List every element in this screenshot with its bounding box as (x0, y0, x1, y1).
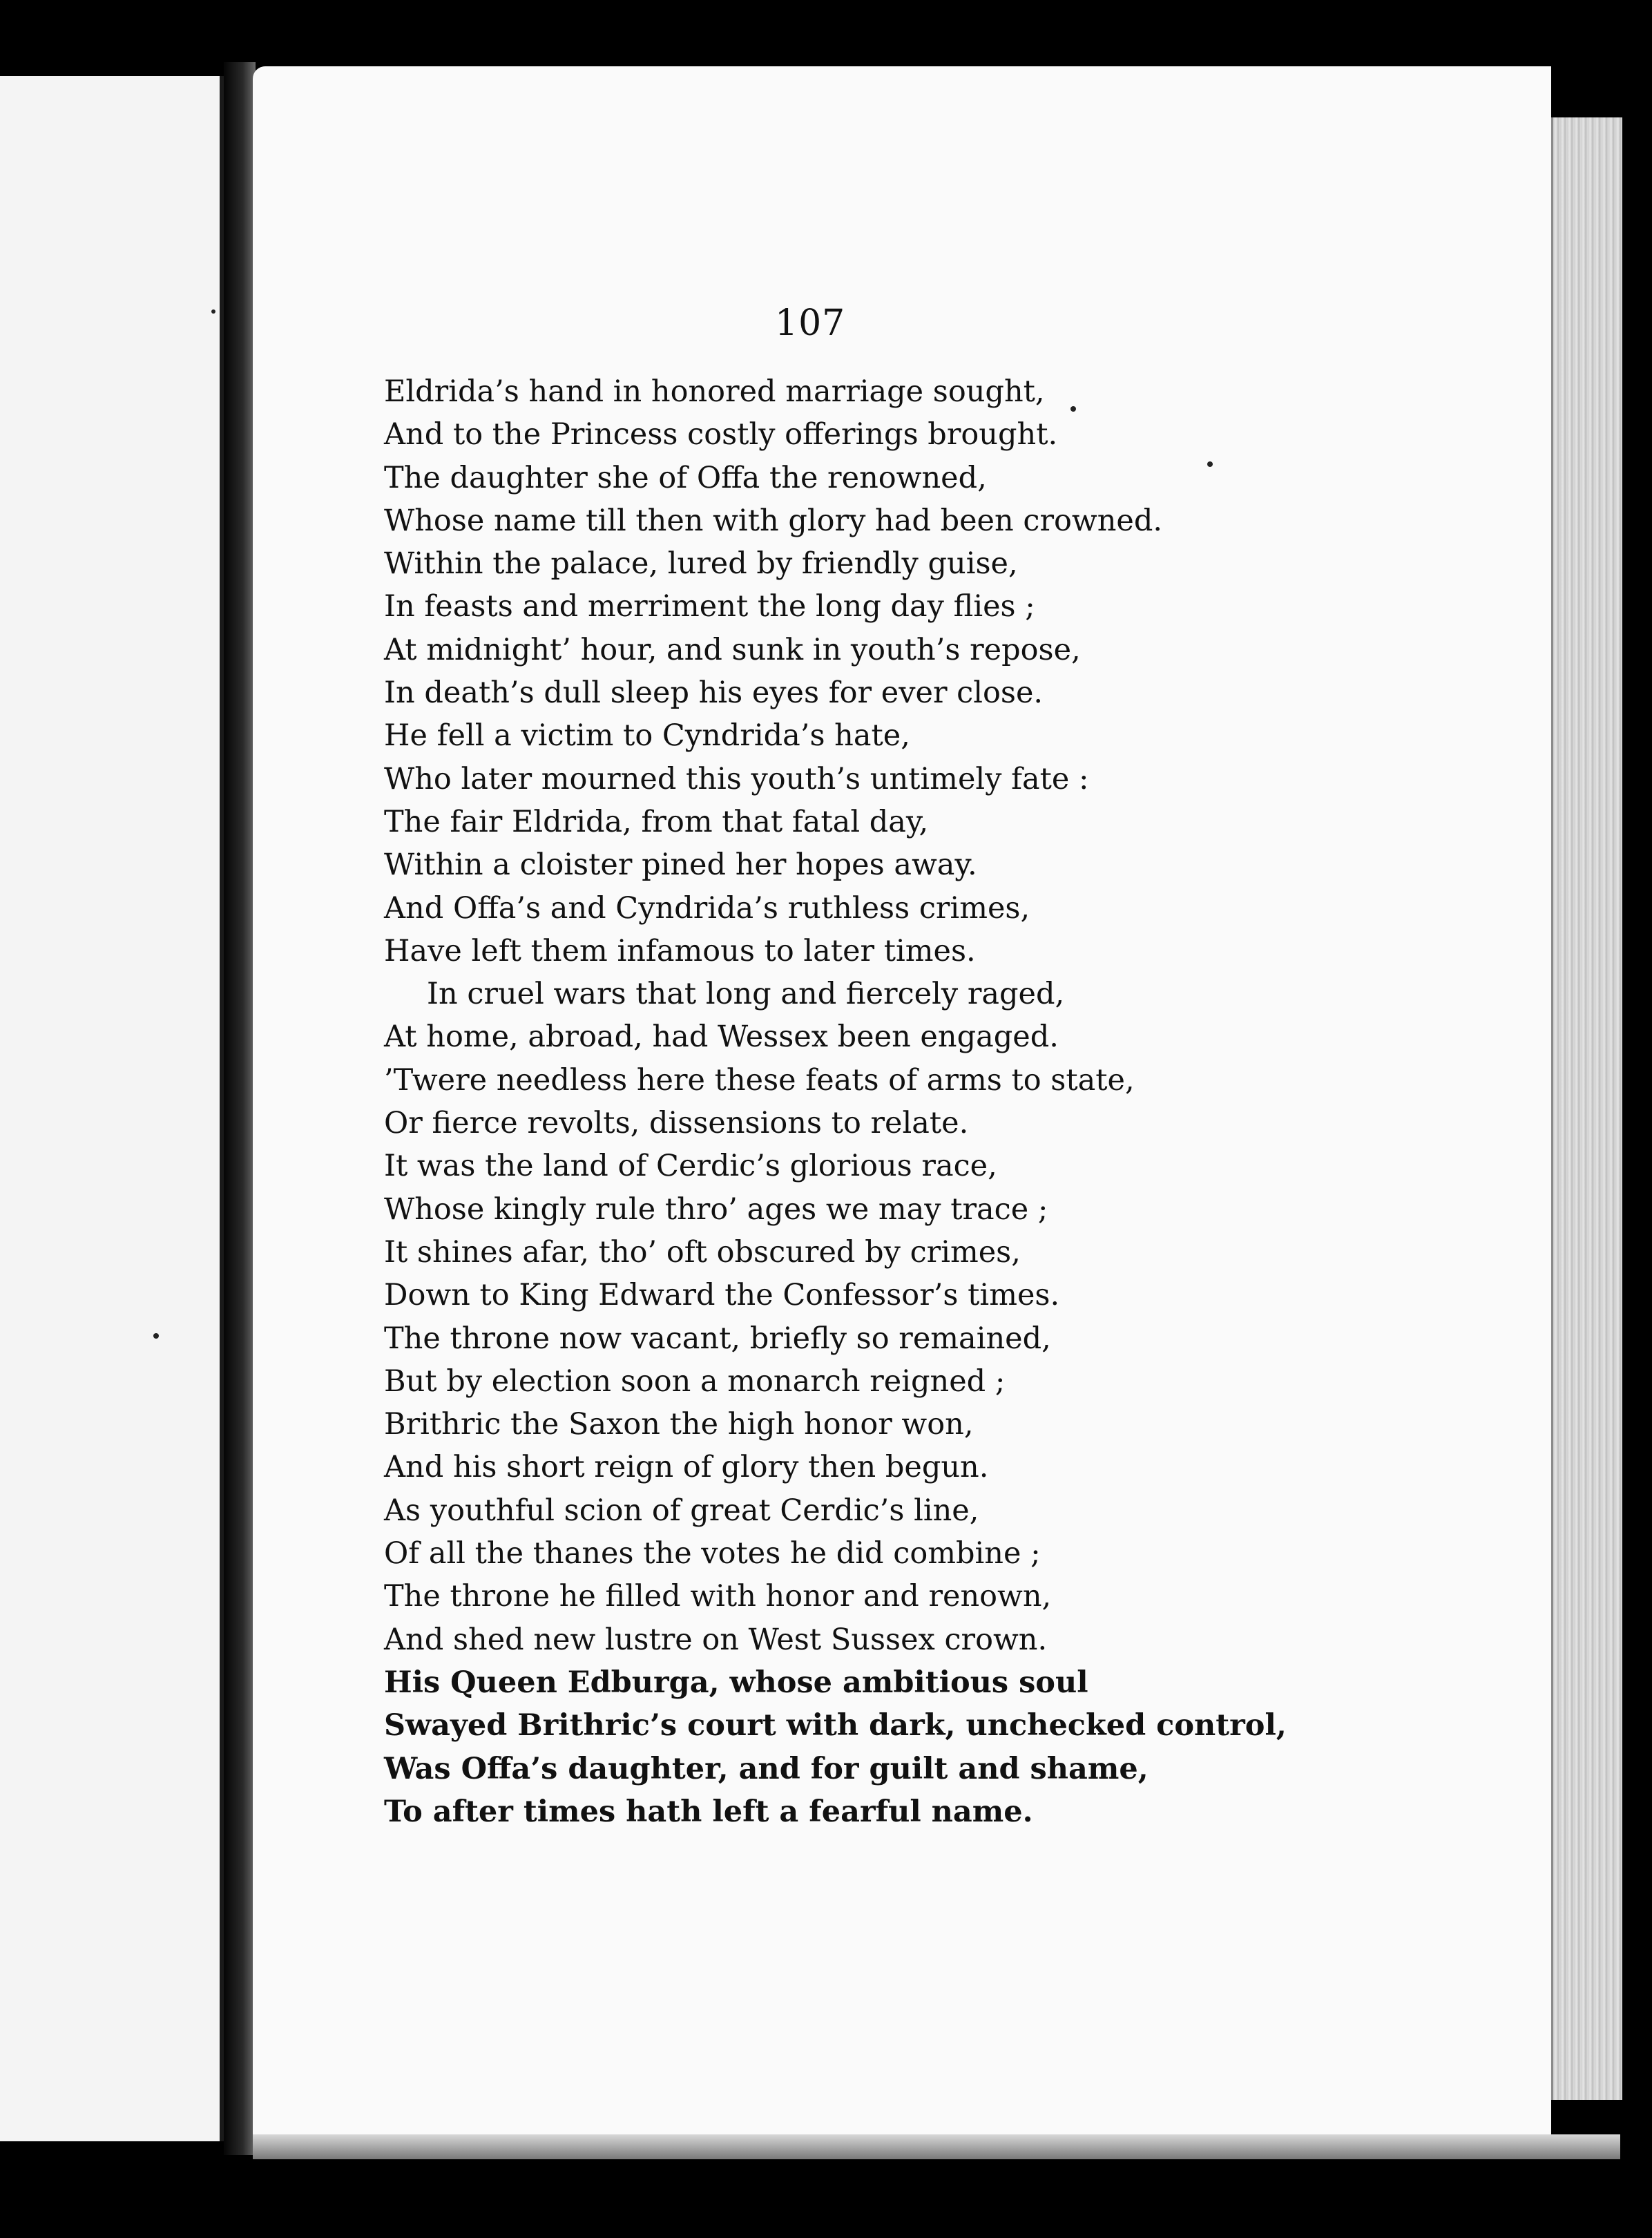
poem-line: The throne he filled with honor and renown, (384, 1579, 1052, 1614)
ink-speck (1207, 461, 1213, 467)
poem-line: Whose name till then with glory had been crowned. (384, 503, 1163, 538)
poem-line: But by election soon a monarch reigned ; (384, 1364, 1006, 1399)
poem-line: ’Twere needless here these feats of arms to state, (384, 1062, 1135, 1098)
poem-line: At home, abroad, had Wessex been engaged. (384, 1020, 1059, 1055)
poem-line: And to the Princess costly offerings brought. (384, 417, 1058, 452)
poem-line: As youthful scion of great Cerdic’s line, (384, 1493, 979, 1528)
poem-line: Whose kingly rule thro’ ages we may trace ; (384, 1192, 1048, 1227)
poem-line: Have left them infamous to later times. (384, 933, 976, 968)
poem-line: Within the palace, lured by friendly guise, (384, 546, 1018, 582)
poem-line: To after times hath left a fearful name. (384, 1794, 1033, 1829)
poem-line: He fell a victim to Cyndrida’s hate, (384, 718, 910, 754)
poem-line: It shines afar, tho’ oft obscured by crimes, (384, 1234, 1021, 1270)
page-bottom-edge (253, 2134, 1620, 2159)
book-gutter (224, 62, 256, 2155)
poem-line: Within a cloister pined her hopes away. (384, 848, 977, 883)
poem-line: It was the land of Cerdic’s glorious race, (384, 1149, 997, 1184)
poem-line: In cruel wars that long and fiercely raged, (427, 977, 1065, 1012)
poem-line: In feasts and merriment the long day flies ; (384, 589, 1035, 624)
poem-line: His Queen Edburga, whose ambitious soul (384, 1665, 1088, 1700)
poem-line: Eldrida’s hand in honored marriage sought, (384, 374, 1045, 409)
poem-line: And his short reign of glory then begun. (384, 1450, 989, 1485)
poem-line: The daughter she of Offa the renowned, (384, 460, 987, 495)
poem-line: And Offa’s and Cyndrida’s ruthless crimes, (384, 890, 1030, 926)
page-stack-edge (1551, 117, 1622, 2100)
poem-line: Brithric the Saxon the high honor won, (384, 1407, 974, 1442)
poem-text (384, 370, 1287, 1833)
poem-line: And shed new lustre on West Sussex crown. (384, 1622, 1048, 1657)
poem-line: At midnight’ hour, and sunk in youth’s repose, (384, 632, 1081, 667)
page-number: 107 (775, 303, 846, 344)
left-page-edge (0, 76, 224, 2141)
poem-line: Down to King Edward the Confessor’s times. (384, 1278, 1060, 1313)
poem-line: Swayed Brithric’s court with dark, unchecked control, (384, 1708, 1287, 1743)
poem-line: Who later mourned this youth’s untimely fate : (384, 761, 1089, 796)
poem-line: The throne now vacant, briefly so remained, (384, 1321, 1051, 1356)
poem-line: Of all the thanes the votes he did combine ; (384, 1536, 1041, 1571)
poem-line: The fair Eldrida, from that fatal day, (384, 804, 929, 839)
ink-speck (153, 1333, 159, 1339)
poem-line: Or fierce revolts, dissensions to relate. (384, 1106, 969, 1141)
poem-line: In death’s dull sleep his eyes for ever close. (384, 676, 1044, 711)
poem-line: Was Offa’s daughter, and for guilt and shame, (384, 1751, 1149, 1786)
ink-speck (211, 309, 215, 314)
